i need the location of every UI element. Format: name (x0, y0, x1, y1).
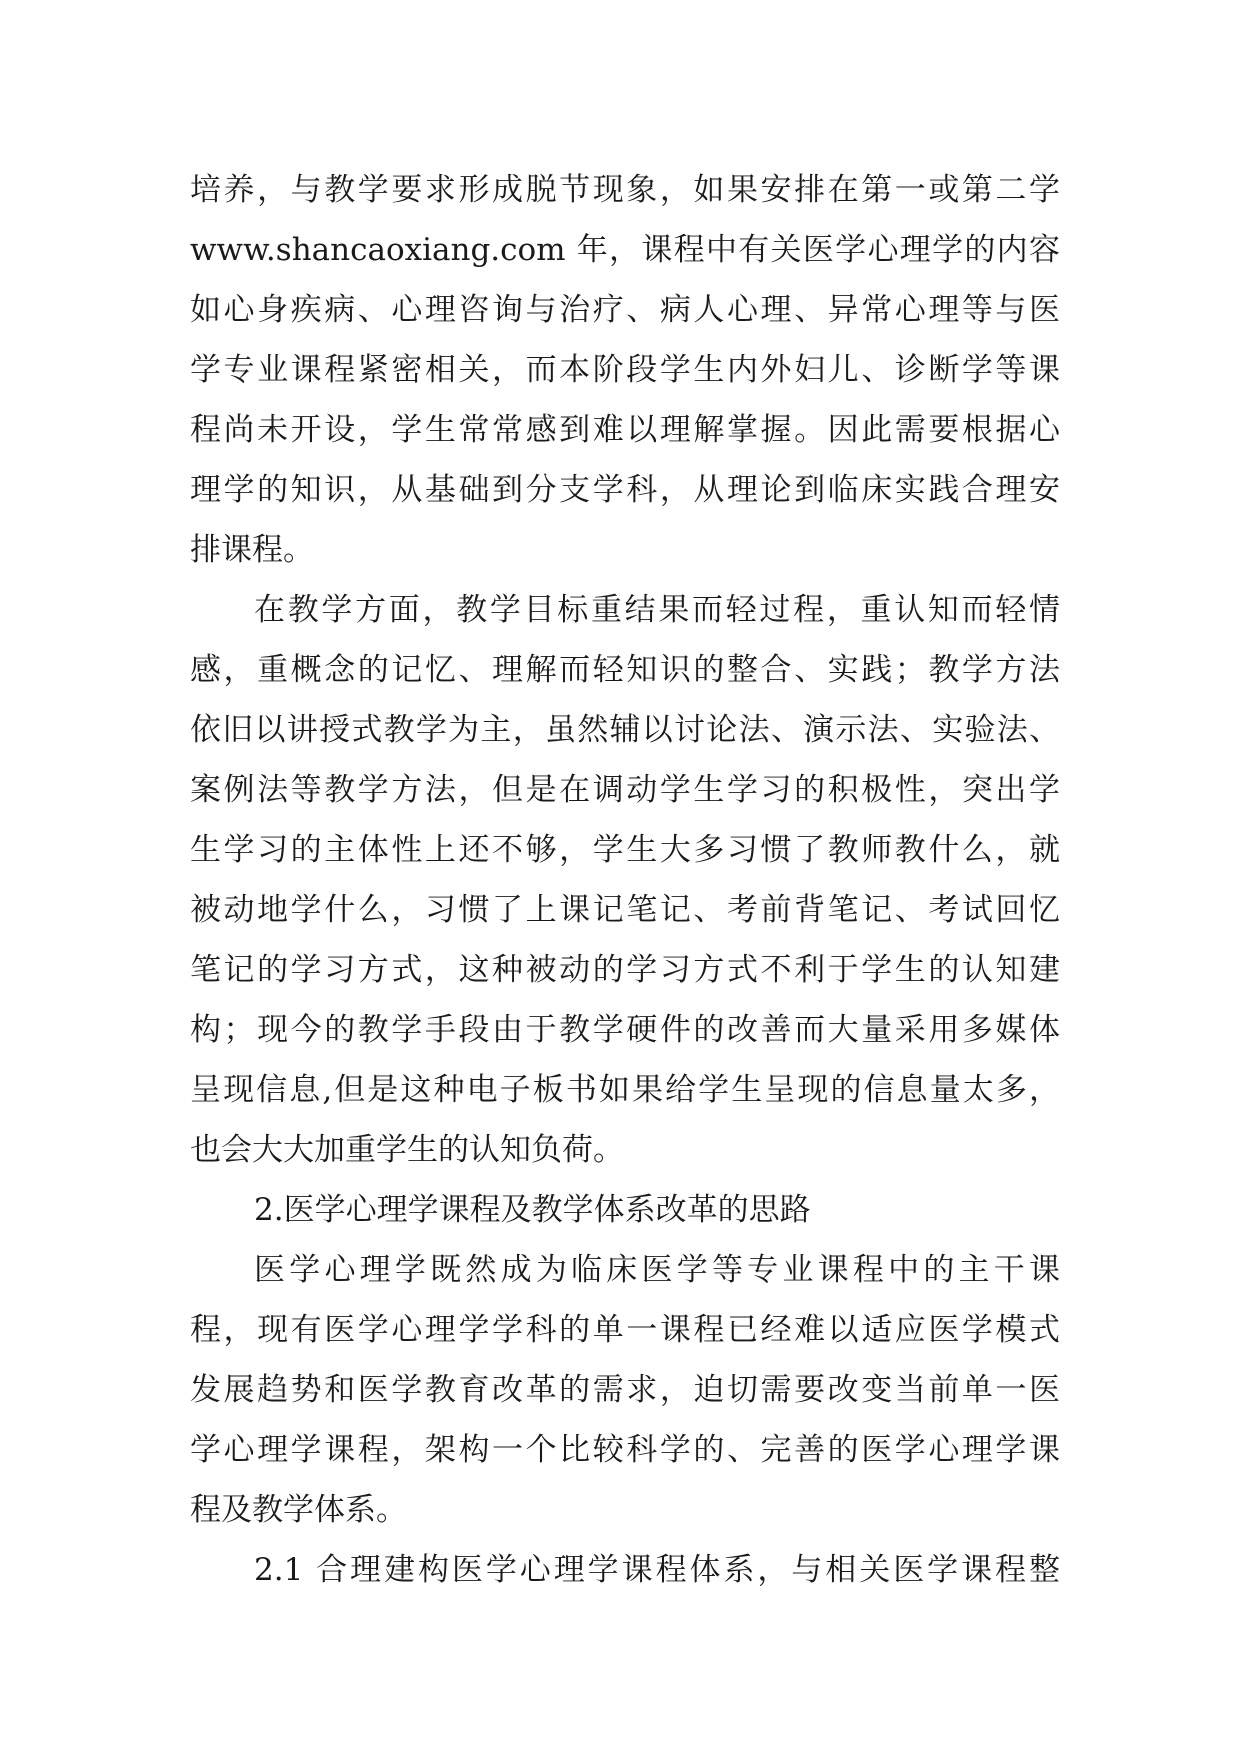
paragraph-first-line: 在教学方面，教学目标重结果而轻过程，重认知而轻情 (254, 592, 1060, 628)
text-line: www.shancaoxiang.com 年，课程中有关医学心理学的内容 (190, 232, 1060, 268)
text-line: 培养，与教学要求形成脱节现象，如果安排在第一或第二学 (190, 172, 1060, 208)
document-body (190, 160, 1060, 1600)
text-line: 依旧以讲授式教学为主，虽然辅以讨论法、演示法、实验法、 (190, 712, 1060, 748)
text-line: 排课程。 (190, 532, 314, 568)
text-line: 被动地学什么，习惯了上课记笔记、考前背笔记、考试回忆 (190, 892, 1060, 928)
text-line: 如心身疾病、心理咨询与治疗、病人心理、异常心理等与医 (190, 292, 1060, 328)
text-line: 也会大大加重学生的认知负荷。 (190, 1132, 624, 1168)
text-line: 发展趋势和医学教育改革的需求，迫切需要改变当前单一医 (190, 1372, 1060, 1408)
text-line: 程尚未开设，学生常常感到难以理解掌握。因此需要根据心 (190, 412, 1060, 448)
text-line: 案例法等教学方法，但是在调动学生学习的积极性，突出学 (190, 772, 1060, 808)
text-line: 学心理学课程，架构一个比较科学的、完善的医学心理学课 (190, 1432, 1060, 1468)
text-line: 程，现有医学心理学学科的单一课程已经难以适应医学模式 (190, 1312, 1060, 1348)
subsection-heading: 2.1 合理建构医学心理学课程体系，与相关医学课程整 (254, 1552, 1060, 1588)
paragraph-first-line: 医学心理学既然成为临床医学等专业课程中的主干课 (254, 1252, 1060, 1288)
text-line: 学专业课程紧密相关，而本阶段学生内外妇儿、诊断学等课 (190, 352, 1060, 388)
section-heading: 2.医学心理学课程及教学体系改革的思路 (254, 1192, 811, 1228)
text-line: 程及教学体系。 (190, 1492, 407, 1528)
text-line: 理学的知识，从基础到分支学科，从理论到临床实践合理安 (190, 472, 1060, 508)
text-line: 感，重概念的记忆、理解而轻知识的整合、实践；教学方法 (190, 652, 1060, 688)
text-line: 呈现信息,但是这种电子板书如果给学生呈现的信息量太多， (190, 1072, 1060, 1108)
text-line: 生学习的主体性上还不够，学生大多习惯了教师教什么，就 (190, 832, 1060, 868)
text-line: 构；现今的教学手段由于教学硬件的改善而大量采用多媒体 (190, 1012, 1060, 1048)
text-line: 笔记的学习方式，这种被动的学习方式不利于学生的认知建 (190, 952, 1060, 988)
